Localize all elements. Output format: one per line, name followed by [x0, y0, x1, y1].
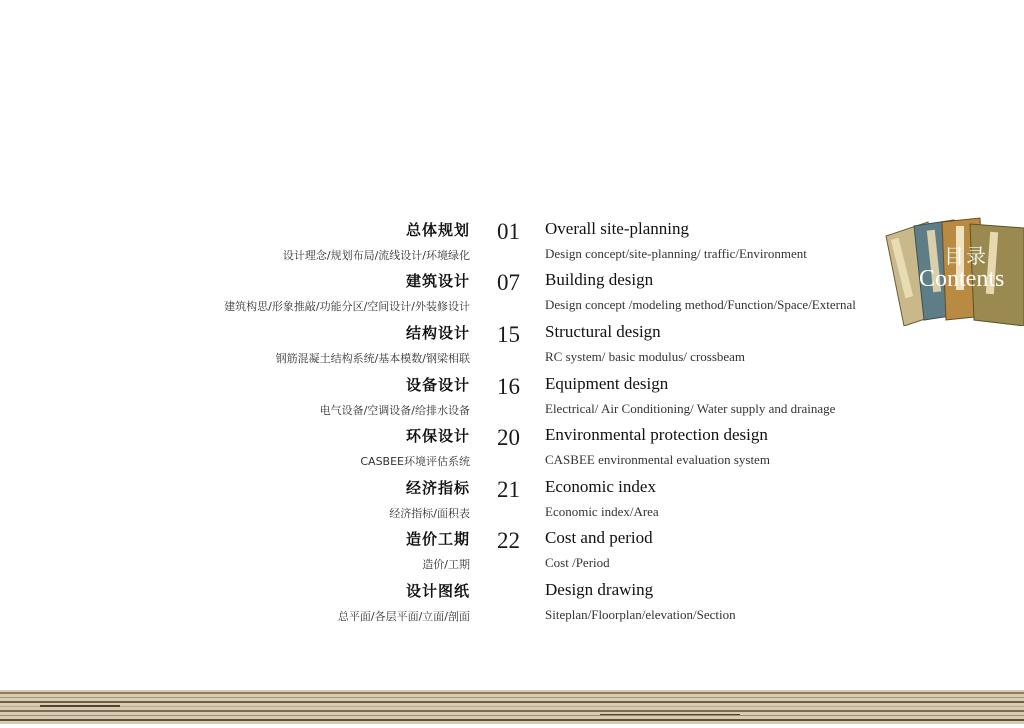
en-section-subtitle: RC system/ basic modulus/ crossbeam	[545, 349, 746, 364]
en-section-subtitle: Electrical/ Air Conditioning/ Water supply and drainage	[545, 401, 836, 416]
en-section-title: Overall site-planning	[545, 219, 689, 238]
toc-entry[interactable]	[0, 268, 1024, 320]
en-section-title: Building design	[545, 270, 654, 289]
en-section-title: Design drawing	[545, 580, 654, 599]
en-section-title: Cost and period	[545, 528, 653, 547]
zh-section-subtitle: CASBEE环境评估系统	[360, 455, 470, 468]
zh-section-subtitle: 电气设备/空调设备/给排水设备	[319, 404, 470, 417]
page-number: 07	[497, 270, 520, 295]
contents-title-zh: 目录	[944, 244, 988, 268]
page-number: 16	[497, 374, 520, 399]
zh-section-subtitle: 经济指标/面积表	[389, 507, 470, 520]
zh-section-subtitle: 总平面/各层平面/立面/剖面	[337, 610, 470, 623]
toc-entry[interactable]	[0, 372, 1024, 424]
page-number: 22	[497, 528, 520, 553]
en-section-title: Environmental protection design	[545, 425, 768, 444]
zh-section-title: 经济指标	[405, 479, 470, 497]
zh-section-subtitle: 建筑构思/形象推敲/功能分区/空间设计/外装修设计	[224, 300, 470, 313]
page-number: 21	[497, 477, 520, 502]
zh-section-title: 结构设计	[405, 324, 470, 342]
en-section-title: Economic index	[545, 477, 656, 496]
zh-section-subtitle: 钢筋混凝土结构系统/基本模数/钢梁相联	[275, 352, 470, 365]
toc-entry[interactable]	[0, 578, 1024, 630]
toc-entry[interactable]	[0, 320, 1024, 372]
zh-section-title: 总体规划	[405, 221, 470, 239]
toc-entry[interactable]	[0, 475, 1024, 527]
toc-entry[interactable]	[0, 423, 1024, 475]
zh-section-subtitle: 设计理念/规划布局/流线设计/环境绿化	[282, 249, 470, 262]
contents-title-en: Contents	[919, 266, 1005, 292]
toc-entry[interactable]	[0, 217, 1024, 269]
en-section-subtitle: Cost /Period	[545, 555, 610, 570]
zh-section-title: 造价工期	[405, 530, 470, 548]
zh-section-subtitle: 造价/工期	[422, 558, 470, 571]
page-number: 15	[497, 322, 520, 347]
zh-section-title: 设计图纸	[405, 582, 470, 600]
en-section-subtitle: Siteplan/Floorplan/elevation/Section	[545, 607, 736, 622]
en-section-title: Equipment design	[545, 374, 669, 393]
wood-texture-image	[0, 690, 1024, 724]
en-section-subtitle: Economic index/Area	[545, 504, 659, 519]
wood-floor-strip	[0, 690, 1024, 724]
zh-section-title: 设备设计	[405, 376, 470, 394]
zh-section-title: 建筑设计	[405, 272, 470, 290]
toc-entry[interactable]	[0, 526, 1024, 578]
zh-section-title: 环保设计	[405, 427, 470, 445]
page-number: 20	[497, 425, 520, 450]
en-section-title: Structural design	[545, 322, 661, 341]
en-section-subtitle: CASBEE environmental evaluation system	[545, 452, 770, 467]
en-section-subtitle: Design concept/site-planning/ traffic/Environment	[545, 246, 807, 261]
page-number: 01	[497, 219, 520, 244]
en-section-subtitle: Design concept /modeling method/Function/Space/External	[545, 297, 856, 312]
